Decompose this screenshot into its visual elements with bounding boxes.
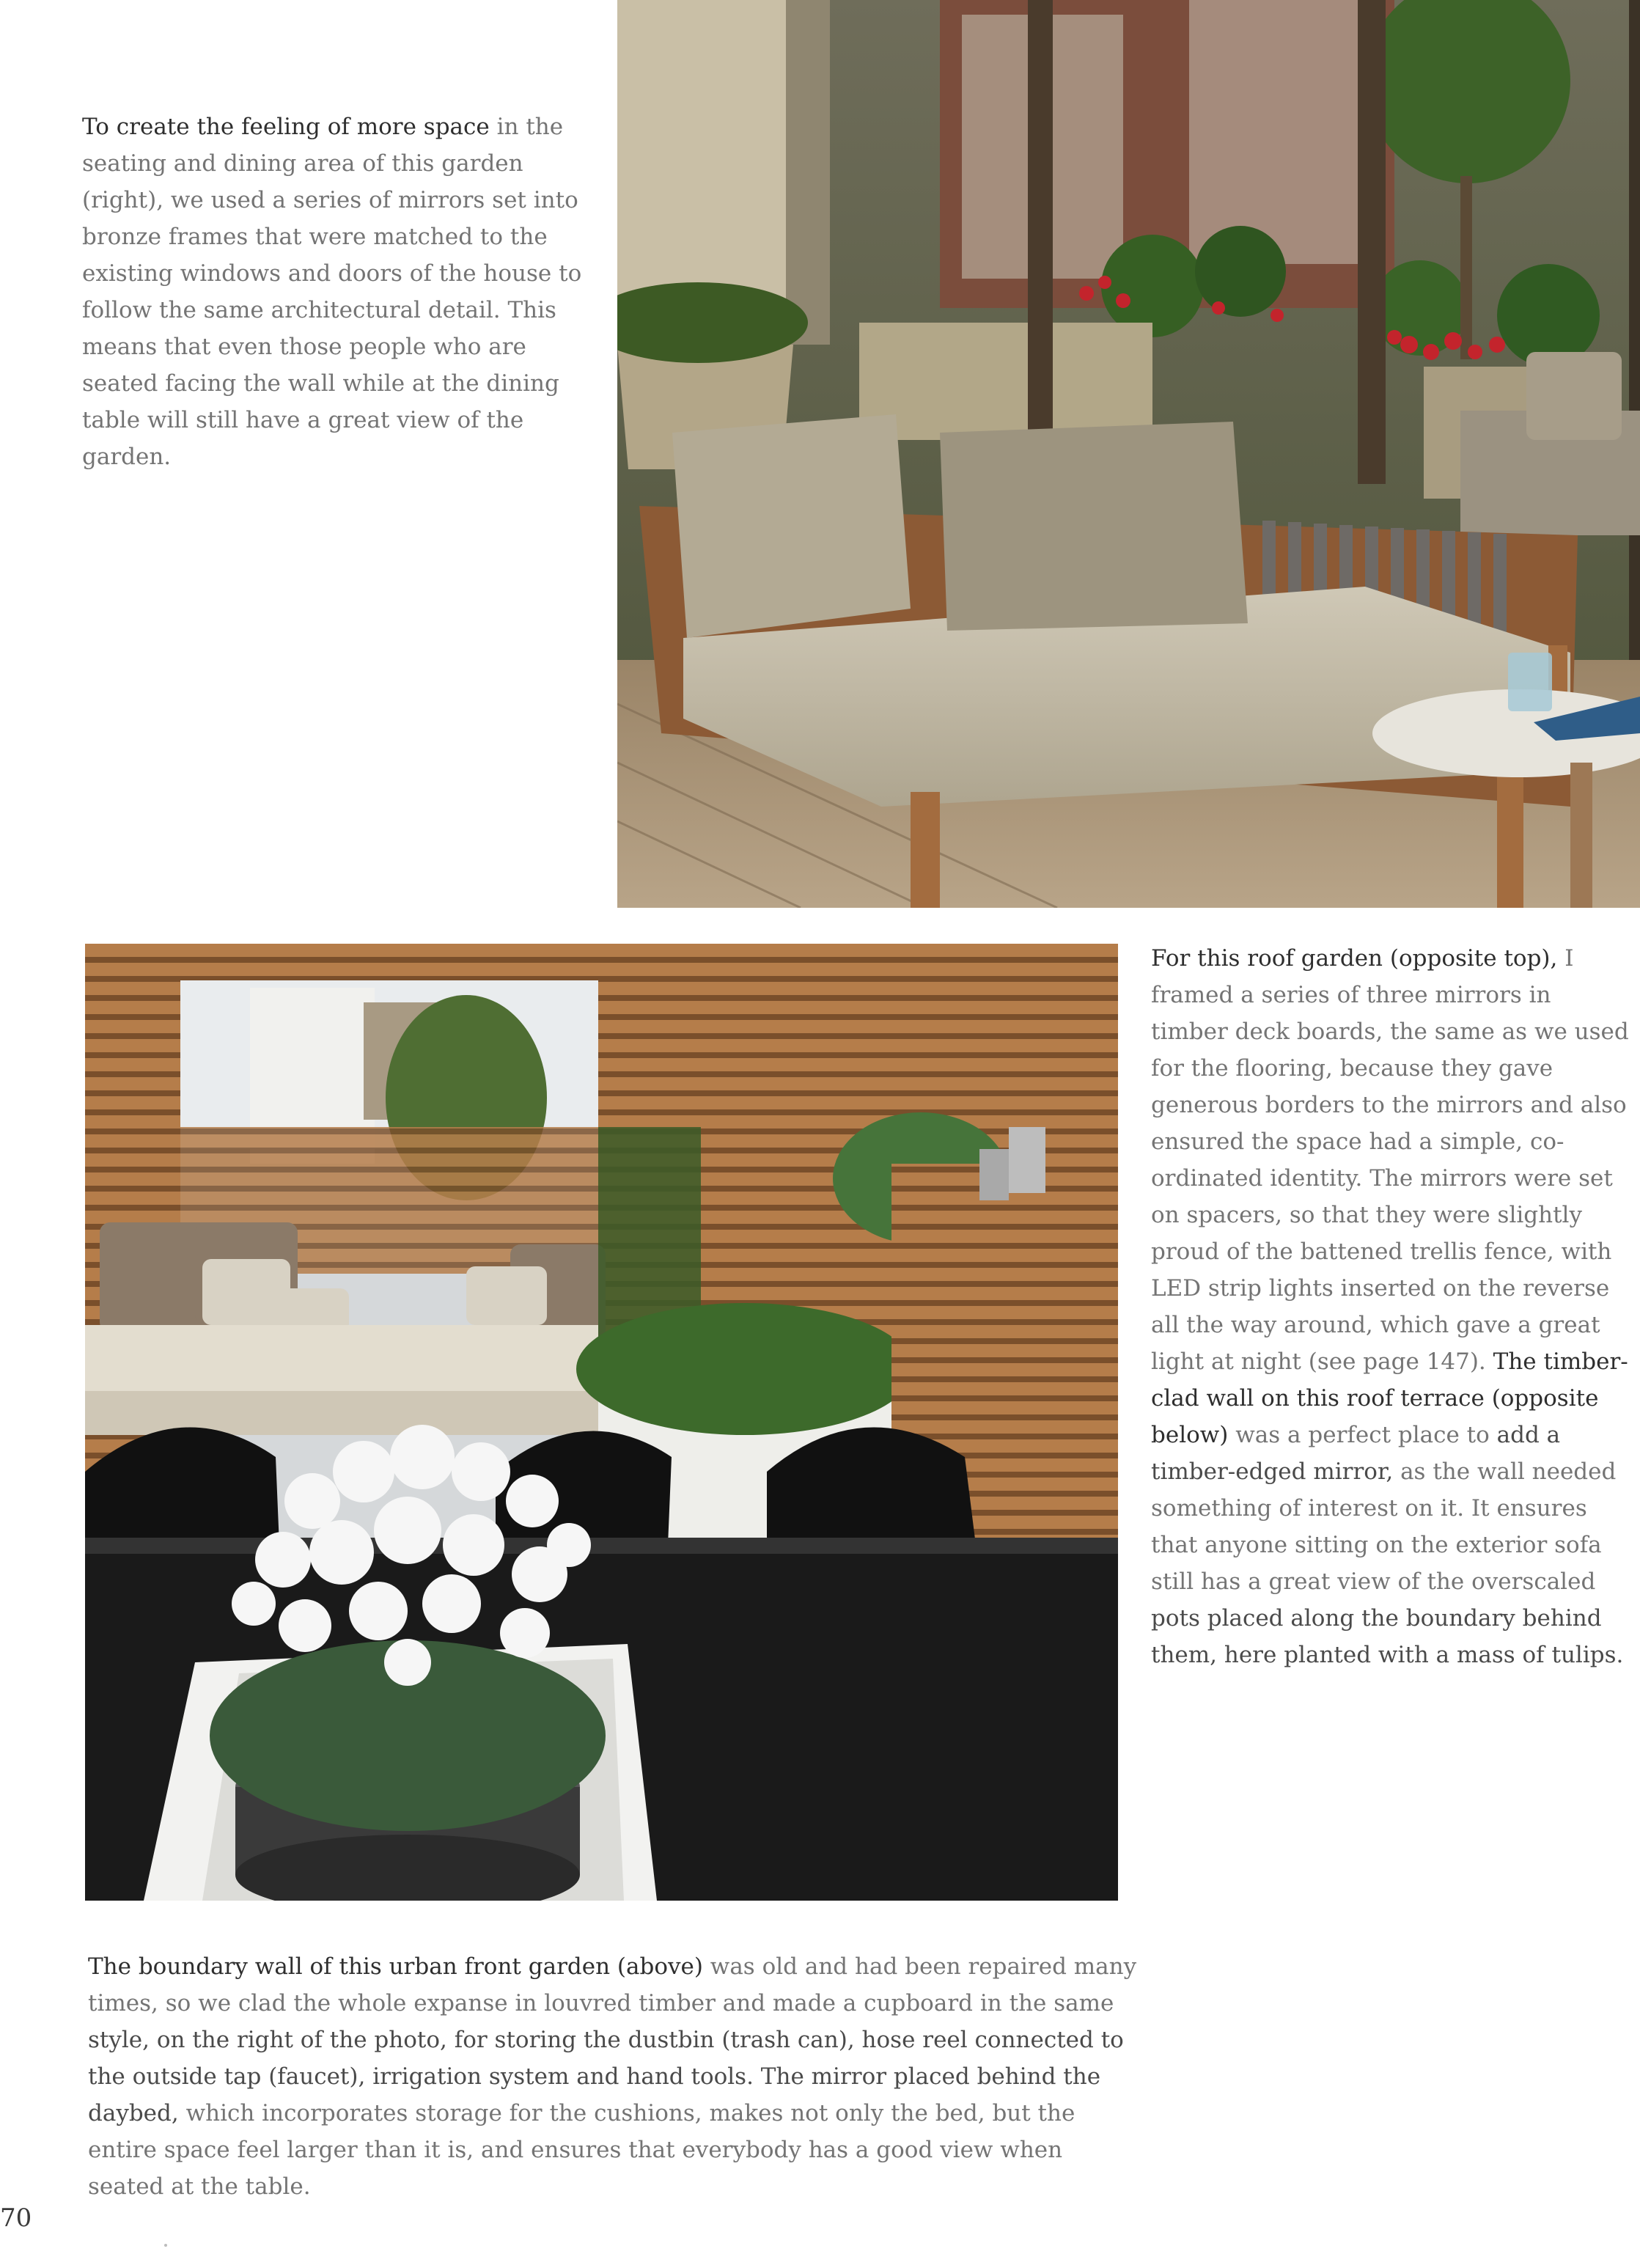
caption-bottom: [88, 1948, 1144, 2205]
photo-front-garden: [85, 944, 1118, 1901]
caption-body-emphasis-end: pots placed along the boundary behind them, here planted with a mass of tulips.: [1151, 1605, 1624, 1668]
caption-lead: For this roof garden (opposite top),: [1151, 945, 1558, 972]
caption-right: [1151, 940, 1635, 1673]
caption-body-emphasis: style, on the right of the photo, for storing the dustbin (trash can), hose reel connected to the outside tap (faucet), irrigation system and hand tools. The mirror placed behind the daybed,: [88, 2027, 1124, 2126]
caption-lead: To create the feeling of more space: [82, 114, 490, 140]
caption-top-left: [82, 109, 595, 475]
caption-lead: The boundary wall of this urban front garden (above): [88, 1953, 703, 1980]
caption-body: I framed a series of three mirrors in timber deck boards, the same as we used for the flooring, because they gave generous borders to the mirrors and also ensured the space had a simple, co-ordinated identity. The mirrors were set on spacers, so that they were slightly proud of the battened trellis fence, with LED strip lights inserted on the reverse all the way around, which gave a great light at night (see page 147).: [1151, 945, 1629, 1375]
photo-seating-area: [617, 0, 1640, 908]
caption-body-end: which incorporates storage for the cushions, makes not only the bed, but the entire space feel larger than it is, and ensures that everybody has a good view when seated at the table.: [88, 2100, 1075, 2200]
page-number: 70: [0, 2203, 32, 2233]
caption-body: was old and had been repaired many times, so we clad the whole expanse in louvred timber and made a cupboard in the same: [88, 1953, 1137, 2016]
caption-body: in the seating and dining area of this garden (right), we used a series of mirrors set into bronze frames that were matched to the existing windows and doors of the house to follow the same architectural detail. This means that even those people who are seated facing the wall while at the dining table will still have a great view of the garden.: [82, 114, 582, 470]
scan-speck: [164, 2244, 167, 2247]
caption-body-second: was a perfect place to: [1228, 1422, 1497, 1448]
caption-body-second-cont: as the wall needed something of interest on it. It ensures that anyone sitting on the exterior sofa still has a great view of the overscaled: [1151, 1458, 1617, 1595]
caption-body-emphasis: add a timber-edged mirror,: [1151, 1422, 1561, 1485]
caption-lead-second: The timber-clad wall on this roof terrace (opposite below): [1151, 1348, 1628, 1448]
